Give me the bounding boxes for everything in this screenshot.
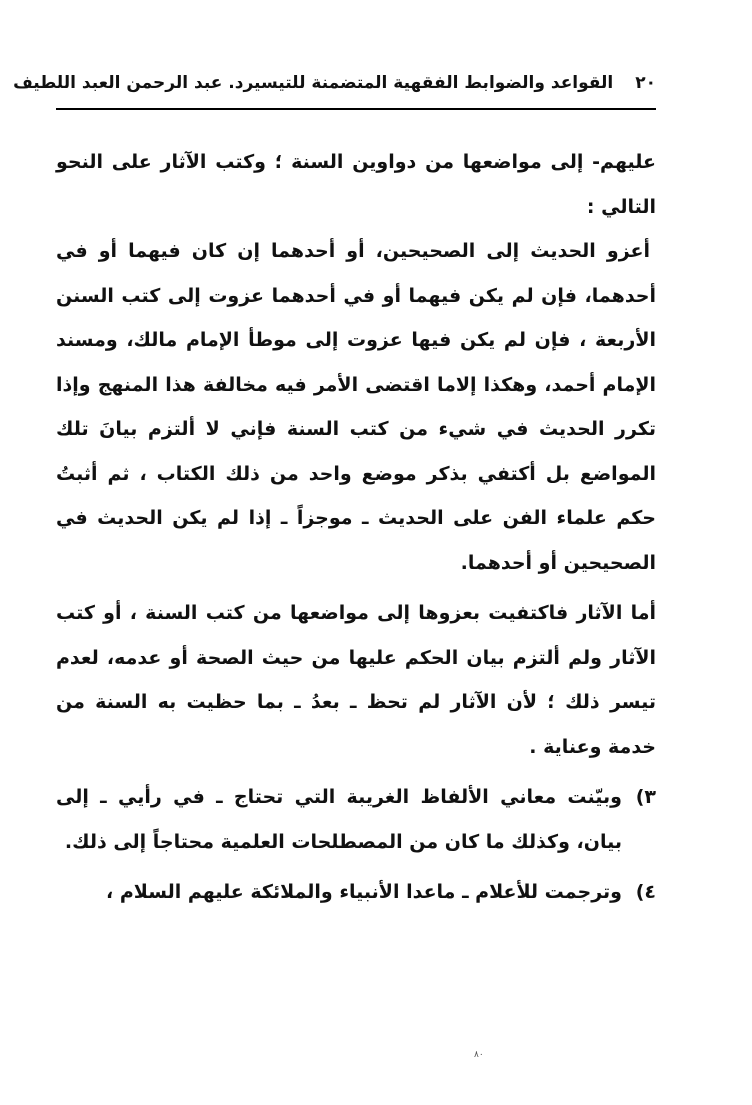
paragraph-athar: أما الآثار فاكتفيت بعزوها إلى مواضعها من كتب السنة ، أو كتب الآثار ولم ألتزم بيان الحكم عليها من حيث الصحة أو عدمه، لعدم تيسر ذلك ؛ لأن الآثار لم تحظ ـ بعدُ ـ بما حظيت به السنة من خدمة وعناية .	[56, 602, 656, 758]
list-item-text: وبيّنت معاني الألفاظ الغريبة التي تحتاج ـ في رأيي ـ إلى بيان، وكذلك ما كان من المصطلحات العلمية محتاجاً إلى ذلك.	[56, 786, 622, 853]
list-item	[56, 870, 656, 915]
paragraph-hadith-method: أعزو الحديث إلى الصحيحين، أو أحدهما إن كان فيهما أو في أحدهما، فإن لم يكن فيهما أو في أحدهما عزوت إلى كتب السنن الأربعة ، فإن لم يكن فيها عزوت إلى موطأ الإمام مالك، ومسند الإمام أحمد، وهكذا إلاما اقتضى الأمر فيه مخالفة هذا المنهج وإذا تكرر الحديث في شيء من كتب السنة فإني لا ألتزم بيانَ تلك المواضع بل أكتفي بذكر موضع واحد من ذلك الكتاب ، ثم أثبتُ حكم علماء الفن على الحديث ـ موجزاً ـ إذا لم يكن الحديث في الصحيحين أو أحدهما.	[56, 240, 656, 574]
list-item	[56, 775, 656, 864]
book-title: القواعد والضوابط الفقهية المتضمنة للتيسير	[243, 73, 614, 93]
paragraph-intro: عليهم- إلى مواضعها من دواوين السنة ؛ وكتب الآثار على النحو التالي :	[56, 151, 656, 218]
author-name: د. عبد الرحمن العبد اللطيف	[13, 73, 244, 93]
header-rule	[56, 108, 656, 110]
list-item-text: وترجمت للأعلام ـ ماعدا الأنبياء والملائكة عليهم السلام ،	[106, 881, 622, 903]
body-text	[56, 140, 656, 915]
list-item-number: ٤)	[635, 881, 656, 903]
page-number: ٢٠	[635, 73, 656, 93]
list-item-number: ٣)	[635, 786, 656, 808]
running-header	[13, 66, 656, 100]
footer-mark: ٨٠	[474, 1050, 484, 1060]
